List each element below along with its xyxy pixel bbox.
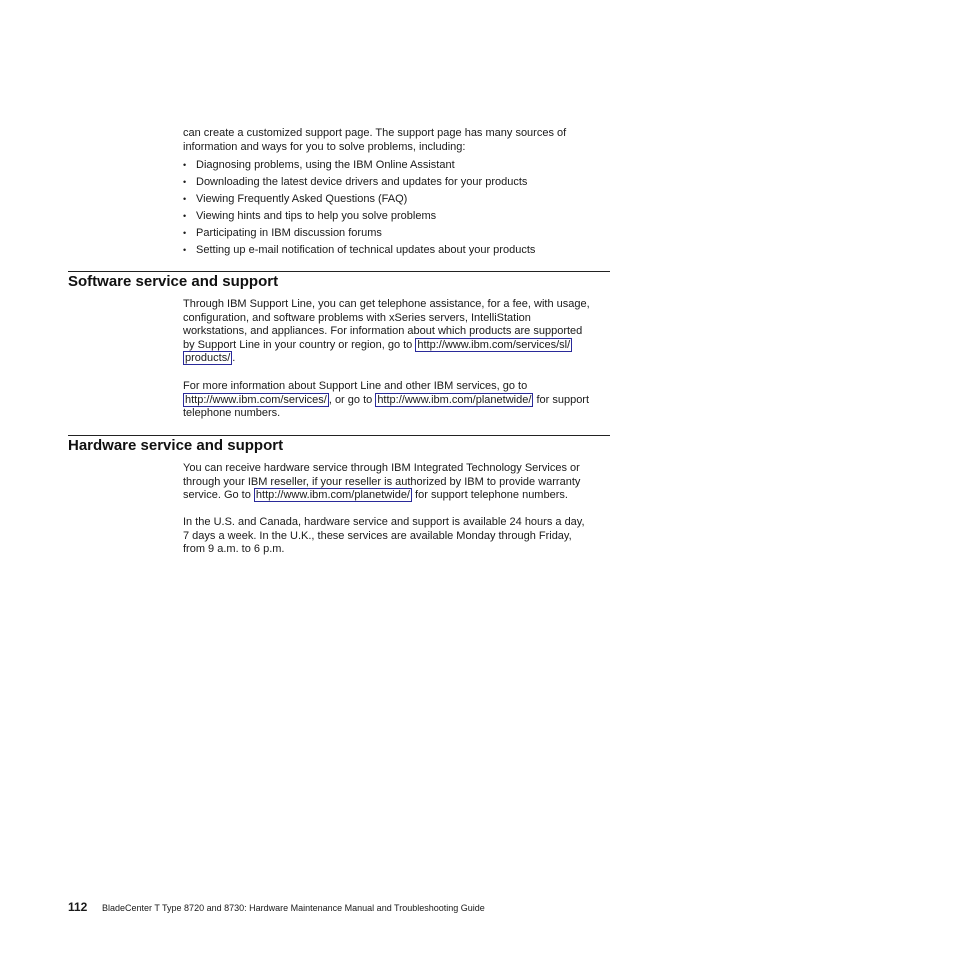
list-item-text: Participating in IBM discussion forums [196, 227, 382, 239]
list-item-text: Setting up e-mail notification of technical updates about your products [196, 244, 536, 256]
text-line: Through IBM Support Line, you can get telephone assistance, for a fee, with usage, [183, 298, 590, 310]
section-heading-hardware: Hardware service and support [68, 437, 284, 454]
document-title: BladeCenter T Type 8720 and 8730: Hardware Maintenance Manual and Troubleshooting Guide [102, 903, 485, 913]
text-span: by Support Line in your country or region, go to [183, 338, 416, 351]
text-line: 7 days a week. In the U.K., these services are available Monday through Friday, [183, 529, 572, 542]
page-footer [68, 900, 668, 918]
bullet-icon: • [183, 245, 187, 255]
list-item [183, 209, 613, 226]
services-link[interactable]: http://www.ibm.com/services/ [185, 393, 327, 406]
text-line: from 9 a.m. to 6 p.m. [183, 543, 285, 555]
text-line [183, 339, 615, 353]
support-line-link[interactable]: http://www.ibm.com/services/sl/ [417, 338, 571, 351]
text-line [183, 394, 615, 408]
bullet-icon: • [183, 194, 187, 204]
intro-line: information and ways for you to solve problems, including: [183, 140, 466, 153]
bullet-icon: • [183, 160, 187, 170]
section-divider [68, 435, 610, 436]
text-span: , or go to [328, 393, 376, 406]
support-line-link-continuation[interactable]: products/ [185, 352, 231, 364]
text-span: service. Go to [183, 489, 254, 501]
text-line: workstations, and appliances. For information about which products are supported [183, 325, 583, 337]
text-span: . [232, 352, 236, 364]
hardware-paragraph-1 [183, 462, 615, 503]
bullet-icon: • [183, 228, 187, 238]
text-span: for support telephone numbers. [412, 489, 568, 501]
planetwide-link[interactable]: http://www.ibm.com/planetwide/ [377, 393, 532, 406]
planetwide-link[interactable]: http://www.ibm.com/planetwide/ [255, 489, 410, 501]
support-features-list [183, 158, 613, 260]
bullet-icon: • [183, 211, 187, 221]
section-divider [68, 271, 610, 272]
list-item-text: Downloading the latest device drivers and updates for your products [196, 176, 528, 188]
list-item [183, 192, 613, 209]
list-item-text: Viewing Frequently Asked Questions (FAQ) [196, 193, 408, 205]
text-line: through your IBM reseller, if your reseller is authorized by IBM to provide warranty [183, 475, 581, 488]
text-line: You can receive hardware service through IBM Integrated Technology Services or [183, 462, 580, 474]
text-line: configuration, and software problems with xSeries servers, IntelliStation [183, 311, 531, 324]
bullet-icon: • [183, 177, 187, 187]
text-line [183, 489, 615, 503]
intro-paragraph [183, 127, 613, 154]
list-item [183, 243, 613, 260]
list-item [183, 226, 613, 243]
text-span: for support [533, 393, 590, 406]
intro-line: can create a customized support page. The support page has many sources of [183, 127, 567, 139]
text-line: In the U.S. and Canada, hardware service and support is available 24 hours a day, [183, 516, 585, 528]
software-paragraph-1 [183, 298, 615, 366]
software-paragraph-2 [183, 380, 615, 421]
hardware-paragraph-2 [183, 516, 615, 557]
list-item-text: Viewing hints and tips to help you solve problems [196, 210, 437, 222]
text-line: telephone numbers. [183, 407, 281, 419]
list-item [183, 175, 613, 192]
section-heading-software: Software service and support [68, 273, 279, 290]
list-item-text: Diagnosing problems, using the IBM Online Assistant [196, 159, 455, 171]
page-number: 112 [68, 900, 88, 914]
text-line [183, 352, 615, 366]
text-line: For more information about Support Line and other IBM services, go to [183, 380, 528, 392]
list-item [183, 158, 613, 175]
